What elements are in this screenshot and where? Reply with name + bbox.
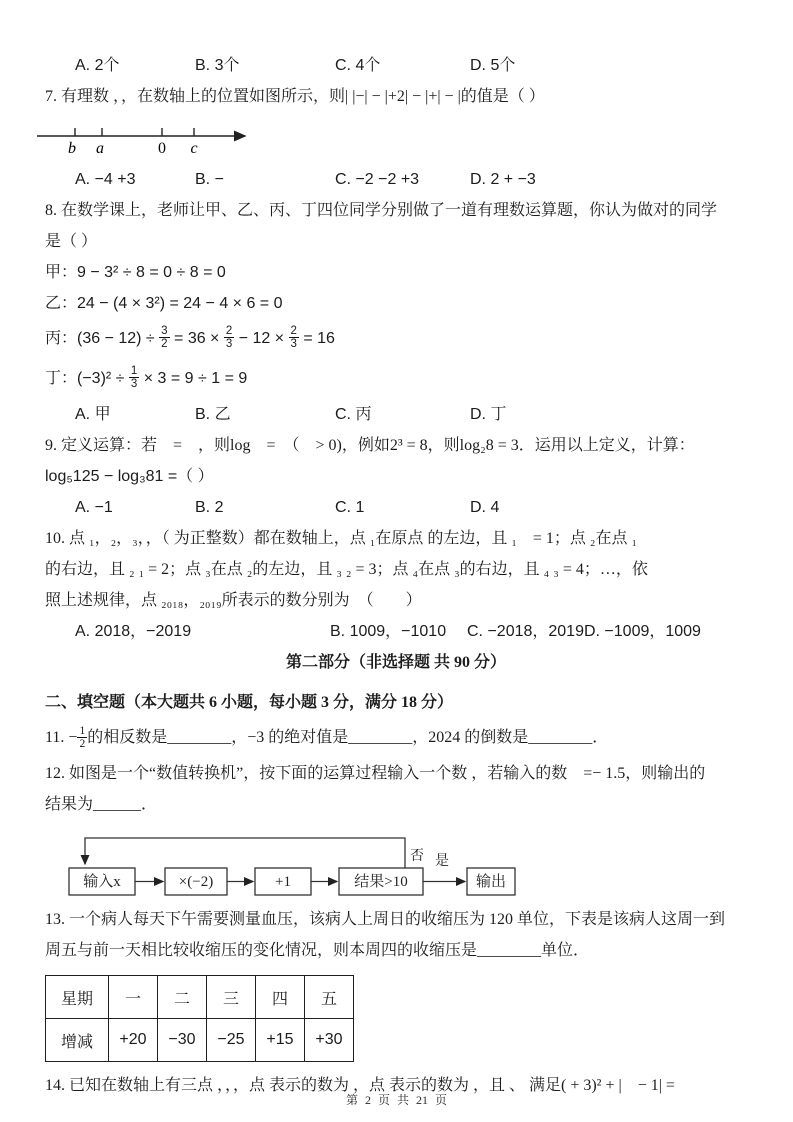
- question-13-text-line2: 周五与前一天相比较收缩压的变化情况，则本周四的收缩压是________单位．: [45, 942, 590, 959]
- number-line-figure: [35, 118, 265, 162]
- header-cell: 四: [256, 976, 305, 1019]
- result-check-box-label: 结果>10: [354, 874, 408, 890]
- fill-in-section-heading: 二、填空题（本大题共 6 小题，每小题 3 分，满分 18 分）: [45, 694, 454, 711]
- q8-option-a: A. 甲: [75, 406, 111, 423]
- question-12-text-line2: 结果为______．: [45, 796, 158, 813]
- no-label: 否: [410, 849, 424, 864]
- bing-part2: = 36 ×: [169, 330, 224, 347]
- fraction: [289, 325, 299, 350]
- q11-prefix: 11. −: [45, 729, 78, 746]
- q8-student-ding-formula: [45, 359, 747, 399]
- bing-part4: = 16: [298, 330, 335, 347]
- header-cell: 二: [158, 976, 207, 1019]
- q8-option-c: C. 丙: [335, 406, 372, 423]
- page-footer: 第 2 页 共 21 页: [345, 1093, 447, 1107]
- value-cell: −30: [158, 1019, 207, 1062]
- multiply-box-label: ×(−2): [178, 874, 214, 890]
- q8-student-bing-formula: [45, 319, 747, 359]
- fraction-numerator: 2: [290, 325, 297, 338]
- q10-option-b: B. 1009，−1010: [330, 623, 447, 640]
- q10-options-c-d: C. −2018，2019D. −1009，1009: [467, 623, 701, 640]
- q7-option-d: D. 2 + −3: [470, 171, 536, 188]
- output-box-label: 输出: [475, 874, 507, 890]
- question-11: [45, 718, 747, 758]
- question-8-text-line1: 8. 在数学课上，老师让甲、乙、丙、丁四位同学分别做了一道有理数运算题，你认为做对的同学: [45, 202, 718, 219]
- value-cell: +15: [256, 1019, 305, 1062]
- q6-option-d: D. 5个: [470, 57, 516, 74]
- q9-option-c: C. 1: [335, 499, 365, 516]
- loop-back-line: [85, 838, 405, 868]
- fraction: [129, 365, 139, 390]
- header-cell: 星期: [46, 976, 109, 1019]
- ding-part1: 丁：(−3)² ÷: [45, 370, 129, 387]
- question-13-text-line1: 13. 一个病人每天下午需要测量血压，该病人上周日的收缩压为 120 单位，下表是该病人这周一到: [45, 911, 726, 928]
- question-10-text-line3: 照上述规律，点 ₂₀₁₈，₂₀₁₉所表示的数分别为 （ ）: [45, 592, 422, 609]
- question-10-text-line2: 的右边，且 ₂ ₁ = 2；点 ₃在点 ₂的左边，且 ₃ ₂ = 3；点 ₄在点 ₃的右边，且 ₄ ₃ = 4；…，依: [45, 561, 648, 578]
- q7-option-a: A. −4 +3: [75, 171, 136, 188]
- label-c: c: [190, 140, 198, 157]
- label-a: a: [96, 140, 104, 157]
- question-14-text: 14. 已知在数轴上有三点 ，，，点 表示的数为 ，点 表示的数为 ，且 、 满足( + 3)² + | − 1| =: [45, 1077, 675, 1094]
- bing-part1: 丙：(36 − 12) ÷: [45, 330, 160, 347]
- q7-option-b: B. −: [195, 171, 224, 188]
- question-10-options: [45, 616, 747, 647]
- label-b: b: [68, 140, 76, 157]
- value-cell: 增减: [46, 1019, 109, 1062]
- q11-suffix: 的相反数是________，−3 的绝对值是________，2024 的倒数是________．: [87, 729, 609, 746]
- question-9-options: [45, 492, 747, 523]
- q6-option-b: B. 3个: [195, 57, 240, 74]
- value-cell: +20: [109, 1019, 158, 1062]
- question-7-options: [45, 164, 747, 195]
- part2-heading: 第二部分（非选择题 共 90 分）: [285, 654, 506, 671]
- header-cell: 五: [305, 976, 354, 1019]
- question-8-text-line2: 是（ ）: [45, 233, 98, 250]
- fraction-denominator: 3: [225, 338, 233, 351]
- fraction-numerator: 3: [161, 325, 168, 338]
- fraction: [159, 325, 169, 350]
- number-converter-flowchart: [61, 828, 521, 900]
- header-cell: 一: [109, 976, 158, 1019]
- header-cell: 三: [207, 976, 256, 1019]
- q10-option-a: A. 2018，−2019: [75, 623, 192, 640]
- q6-option-c: C. 4个: [335, 57, 381, 74]
- question-12-text-line1: 12. 如图是一个“数值转换机”，按下面的运算过程输入一个数 ，若输入的数 =− 1.5，则输出的: [45, 765, 706, 782]
- q9-option-b: B. 2: [195, 499, 224, 516]
- ding-part2: × 3 = 9 ÷ 1 = 9: [139, 370, 248, 387]
- q9-option-a: A. −1: [75, 499, 113, 516]
- fraction: [77, 725, 87, 750]
- fraction-denominator: 3: [290, 338, 297, 351]
- label-zero: 0: [158, 140, 166, 157]
- question-7-text: 7. 有理数 ，，在数轴上的位置如图所示，则| |−| − |+2| − |+| − |的值是（ ）: [45, 88, 545, 105]
- q6-option-a: A. 2个: [75, 57, 120, 74]
- question-8-options: [45, 399, 747, 430]
- value-cell: +30: [305, 1019, 354, 1062]
- q7-option-c: C. −2 −2 +3: [335, 171, 420, 188]
- question-9-text-line1: 9. 定义运算：若 = ，则log = （ > 0)，例如2³ = 8，则log₂8 = 3．运用以上定义，计算：: [45, 437, 695, 454]
- fraction-numerator: 2: [225, 325, 233, 338]
- input-box-label: 输入x: [83, 874, 121, 890]
- fraction: [224, 325, 234, 350]
- question-6-options: [45, 50, 747, 81]
- question-9-formula: log₅125 − log₃81 =（ ）: [45, 468, 214, 485]
- fraction-numerator: 1: [130, 365, 138, 378]
- fraction-numerator: 1: [79, 724, 86, 737]
- yes-label: 是: [435, 854, 449, 869]
- blood-pressure-table: [45, 975, 354, 1062]
- add-one-box-label: +1: [275, 874, 291, 890]
- question-10-text-line1: 10. 点 ₁，₂，₃，，（ 为正整数）都在数轴上，点 ₁在原点 的左边，且 ₁ = 1；点 ₂在点 ₁: [45, 530, 638, 547]
- q8-option-d: D. 丁: [470, 406, 507, 423]
- q8-student-jia-formula: 甲：9 − 3² ÷ 8 = 0 ÷ 8 = 0: [45, 264, 226, 281]
- value-cell: −25: [207, 1019, 256, 1062]
- table-header-row: [46, 976, 354, 1019]
- fraction-denominator: 3: [130, 378, 138, 391]
- q8-student-yi-formula: 乙：24 − (4 × 3²) = 24 − 4 × 6 = 0: [45, 295, 283, 312]
- table-value-row: [46, 1019, 354, 1062]
- bing-part3: − 12 ×: [234, 330, 289, 347]
- fraction-denominator: 2: [79, 737, 86, 750]
- q9-option-d: D. 4: [470, 499, 500, 516]
- fraction-denominator: 2: [161, 338, 168, 351]
- q8-option-b: B. 乙: [195, 406, 231, 423]
